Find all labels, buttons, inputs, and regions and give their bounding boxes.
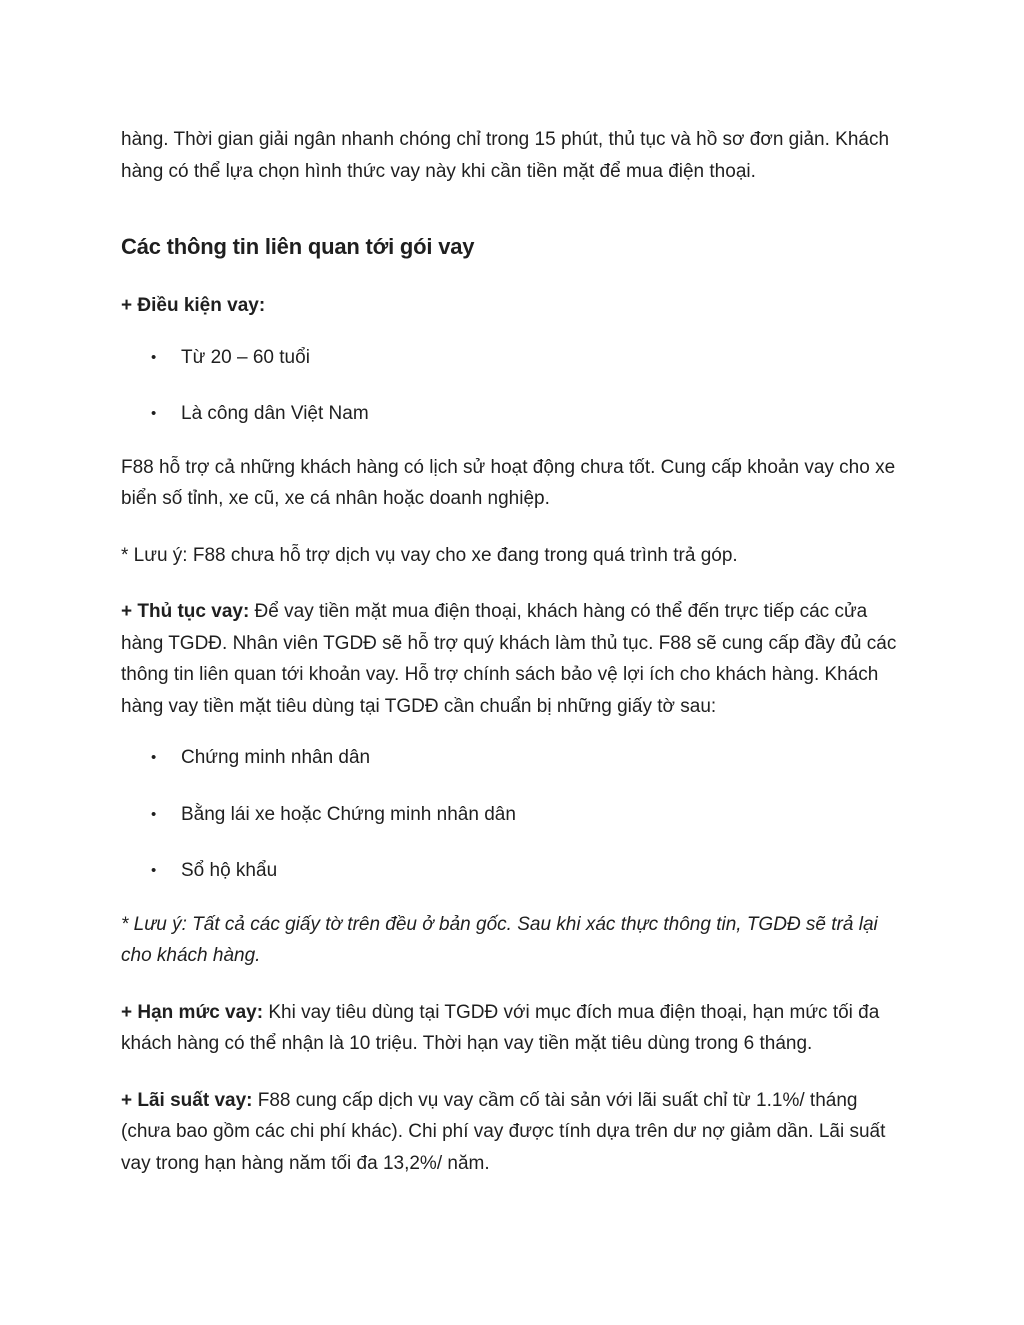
conditions-label: + Điều kiện vay: [121,295,266,316]
intro-paragraph: hàng. Thời gian giải ngân nhanh chóng chỉ trong 15 phút, thủ tục và hồ sơ đơn giản. Khách hàng có thể lựa chọn hình thức vay này khi cần tiền mặt để mua điện thoại. [121,129,890,182]
rate-text: F88 cung cấp dịch vụ vay cầm cố tài sản với lãi suất chỉ từ 1.1%/ tháng (chưa bao gồm các chi phí khác). Chi phí vay được tính dựa trên dư nợ giảm dần. Lãi suất vay trong hạn hàng năm tối đa 13,2%/ năm. [121,1089,886,1174]
conditions-heading [121,290,911,322]
limit-paragraph [121,997,911,1060]
bullet-icon: • [151,405,157,422]
list-item-text: Là công dân Việt Nam [181,403,369,424]
bullet-icon: • [151,805,157,823]
list-item-text: Chứng minh nhân dân [181,747,371,768]
procedure-paragraph [121,596,911,722]
conditions-note: * Lưu ý: F88 chưa hỗ trợ dịch vụ vay cho xe đang trong quá trình trả góp. [121,544,738,566]
procedure-label: + Thủ tục vay: [121,601,250,622]
support-paragraph: F88 hỗ trợ cả những khách hàng có lịch sử hoạt động chưa tốt. Cung cấp khoản vay cho xe biển số tỉnh, xe cũ, xe cá nhân hoặc doanh nghiệp. [121,456,896,509]
limit-text: Khi vay tiêu dùng tại TGDĐ với mục đích mua điện thoại, hạn mức tối đa khách hàng có thể nhận là 10 triệu. Thời hạn vay tiền mặt tiêu dùng trong 6 tháng. [121,1001,880,1054]
rate-paragraph [121,1085,911,1180]
list-item-text: Từ 20 – 60 tuổi [181,346,310,368]
bullet-icon: • [151,749,157,766]
list-item-text: Bằng lái xe hoặc Chứng minh nhân dân [181,803,516,825]
list-item [121,799,911,831]
document-page [121,124,911,1179]
rate-label: + Lãi suất vay: [121,1089,253,1111]
procedure-text: Để vay tiền mặt mua điện thoại, khách hàng có thể đến trực tiếp các cửa hàng TGDĐ. Nhân viên TGDĐ sẽ hỗ trợ quý khách làm thủ tục. F88 sẽ cung cấp đầy đủ các thông tin liên quan tới khoản vay. Hỗ trợ chính sách bảo vệ lợi ích cho khách hàng. Khách hàng vay tiền mặt tiêu dùng tại TGDĐ cần chuẩn bị những giấy tờ sau: [121,601,897,717]
list-item [121,742,911,774]
list-item [121,855,911,887]
documents-note: * Lưu ý: Tất cả các giấy tờ trên đều ở bản gốc. Sau khi xác thực thông tin, TGDĐ sẽ trả lại cho khách hàng. [121,913,878,966]
conditions-list [121,342,911,430]
bullet-icon: • [151,348,157,366]
list-item [121,398,911,430]
list-item [121,342,911,374]
bullet-icon: • [151,862,157,879]
section-heading: Các thông tin liên quan tới gói vay [121,234,475,259]
documents-list [121,742,911,887]
limit-label: + Hạn mức vay: [121,1001,264,1023]
list-item-text: Sổ hộ khẩu [181,860,278,881]
